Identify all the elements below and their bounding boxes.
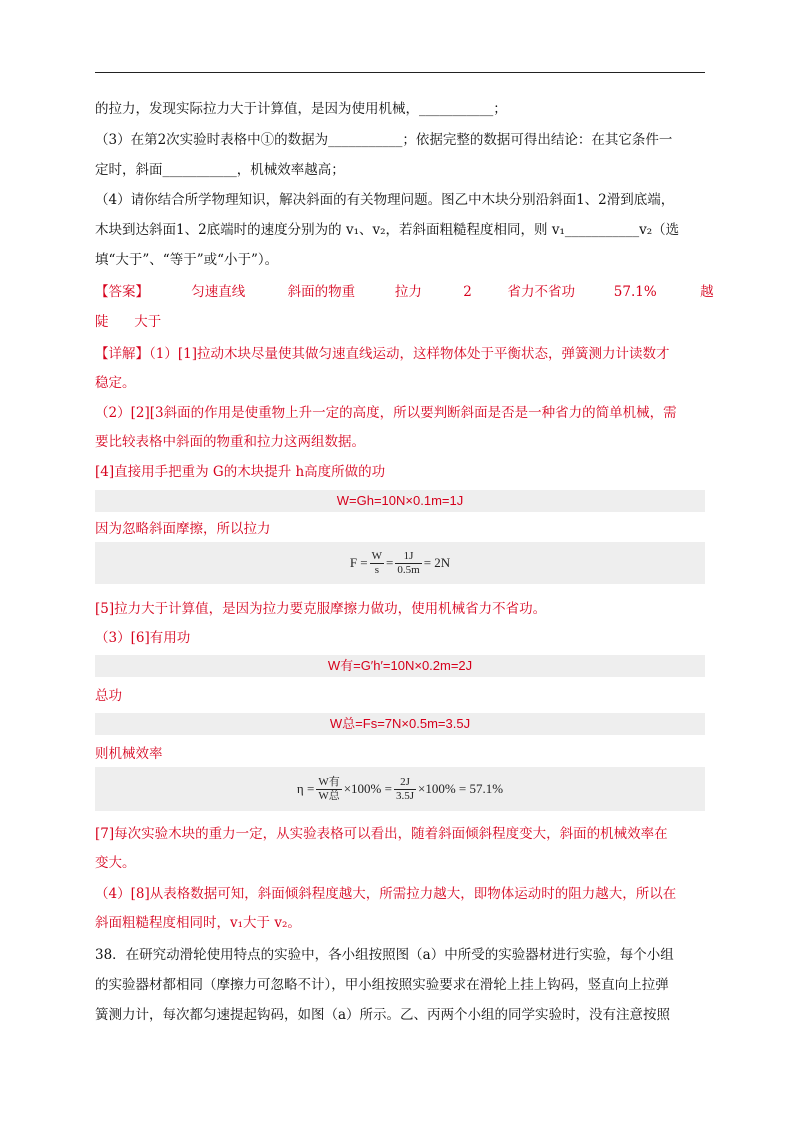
- detail-line: 斜面粗糙程度相同时，v₁大于 v₂。: [95, 915, 301, 931]
- denominator: W总: [318, 789, 340, 802]
- answer-item: 匀速直线: [191, 284, 246, 300]
- answer-item: 拉力: [394, 284, 422, 300]
- formula-term: η =: [296, 781, 315, 796]
- formula-work: W=Gh=10N×0.1m=1J: [95, 490, 705, 512]
- detail-line: 总功: [95, 688, 122, 704]
- header-rule: [95, 72, 705, 73]
- question-line: 簧测力计，每次都匀速提起钩码，如图（a）所示。乙、丙两个小组的同学实验时，没有注意按照: [95, 1007, 671, 1023]
- fraction: [370, 550, 384, 577]
- text-line: 填“大于”、“等于”或“小于”）。: [95, 252, 279, 268]
- formula-useful-work: W有=G′h′=10N×0.2m=2J: [95, 655, 705, 677]
- formula-term: = 2N: [423, 555, 451, 570]
- fraction: [316, 776, 341, 803]
- detail-line: 要比较表格中斜面的物重和拉力这两组数据。: [95, 434, 365, 450]
- detail-line: 稳定。: [95, 375, 136, 391]
- formula-term: ×100% =: [343, 781, 392, 796]
- denominator: s: [374, 563, 379, 576]
- answer-item: 斜面的物重: [287, 284, 356, 300]
- answer-line: [95, 282, 714, 302]
- formula-total-work: W总=Fs=7N×0.5m=3.5J: [95, 713, 705, 735]
- numerator: 1J: [395, 550, 421, 564]
- question-line: 38．在研究动滑轮使用特点的实验中，各小组按照图（a）中所受的实验器材进行实验，每个小组: [95, 947, 674, 963]
- formula-term: ×100% = 57.1%: [417, 781, 504, 796]
- detail-line: 因为忽略斜面摩擦，所以拉力: [95, 521, 271, 537]
- detail-line: [4]直接用手把重为 G的木块提升 h高度所做的功: [95, 464, 386, 480]
- answer-item: 2: [463, 284, 472, 300]
- numerator: W有: [318, 775, 340, 788]
- formula-efficiency: [95, 767, 705, 811]
- text-line: （4）请你结合所学物理知识，解决斜面的有关物理问题。图乙中木块分别沿斜面1、2滑到底端，: [95, 192, 675, 208]
- denominator: 0.5m: [397, 563, 420, 576]
- detail-line: [7]每次实验木块的重力一定，从实验表格可以看出，随着斜面倾斜程度变大，斜面的机械效率在: [95, 826, 668, 842]
- fraction: [395, 550, 421, 577]
- detail-line: 【详解】（1）[1]拉动木块尽量使其做匀速直线运动，这样物体处于平衡状态，弹簧测力计读数才: [95, 346, 670, 362]
- answer-cont: 陡 大于: [95, 314, 162, 330]
- text-line: 的拉力，发现实际拉力大于计算值，是因为使用机械，___________；: [95, 101, 507, 117]
- detail-line: （4）[8]从表格数据可知，斜面倾斜程度越大，所需拉力越大，即物体运动时的阻力越大，所以在: [95, 886, 677, 902]
- detail-line: [5]拉力大于计算值，是因为拉力要克服摩擦力做功，使用机械省力不省功。: [95, 601, 547, 617]
- answer-item: 省力不省功: [507, 284, 575, 300]
- numerator: W: [371, 549, 383, 562]
- formula-force: [95, 542, 705, 584]
- numerator: 2J: [394, 776, 416, 790]
- question-line: 的实验器材都相同（摩擦力可忽略不计），甲小组按照实验要求在滑轮上挂上钩码，竖直向上拉弹: [95, 977, 669, 993]
- answer-label: 【答案】: [95, 284, 149, 300]
- detail-line: 变大。: [95, 855, 136, 871]
- text-line: 定时，斜面___________，机械效率越高；: [95, 162, 345, 178]
- detail-line: （2）[2][3斜面的作用是使重物上升一定的高度，所以要判断斜面是否是一种省力的简单机械，需: [95, 405, 677, 421]
- detail-line: （3）[6]有用功: [95, 630, 191, 646]
- answer-item: 57.1%: [613, 284, 657, 300]
- formula-term: =: [386, 555, 394, 570]
- formula-term: F =: [349, 555, 368, 570]
- text-line: （3）在第2次实验时表格中①的数据为___________；依据完整的数据可得出结论：在其它条件一: [95, 132, 673, 148]
- detail-line: 则机械效率: [95, 746, 163, 762]
- denominator: 3.5J: [395, 789, 414, 802]
- answer-item: 越: [700, 284, 714, 300]
- fraction: [394, 776, 416, 803]
- text-line: 木块到达斜面1、2底端时的速度分别为的 v₁、v₂，若斜面粗糙程度相同，则 v₁___________v₂（选: [95, 222, 680, 238]
